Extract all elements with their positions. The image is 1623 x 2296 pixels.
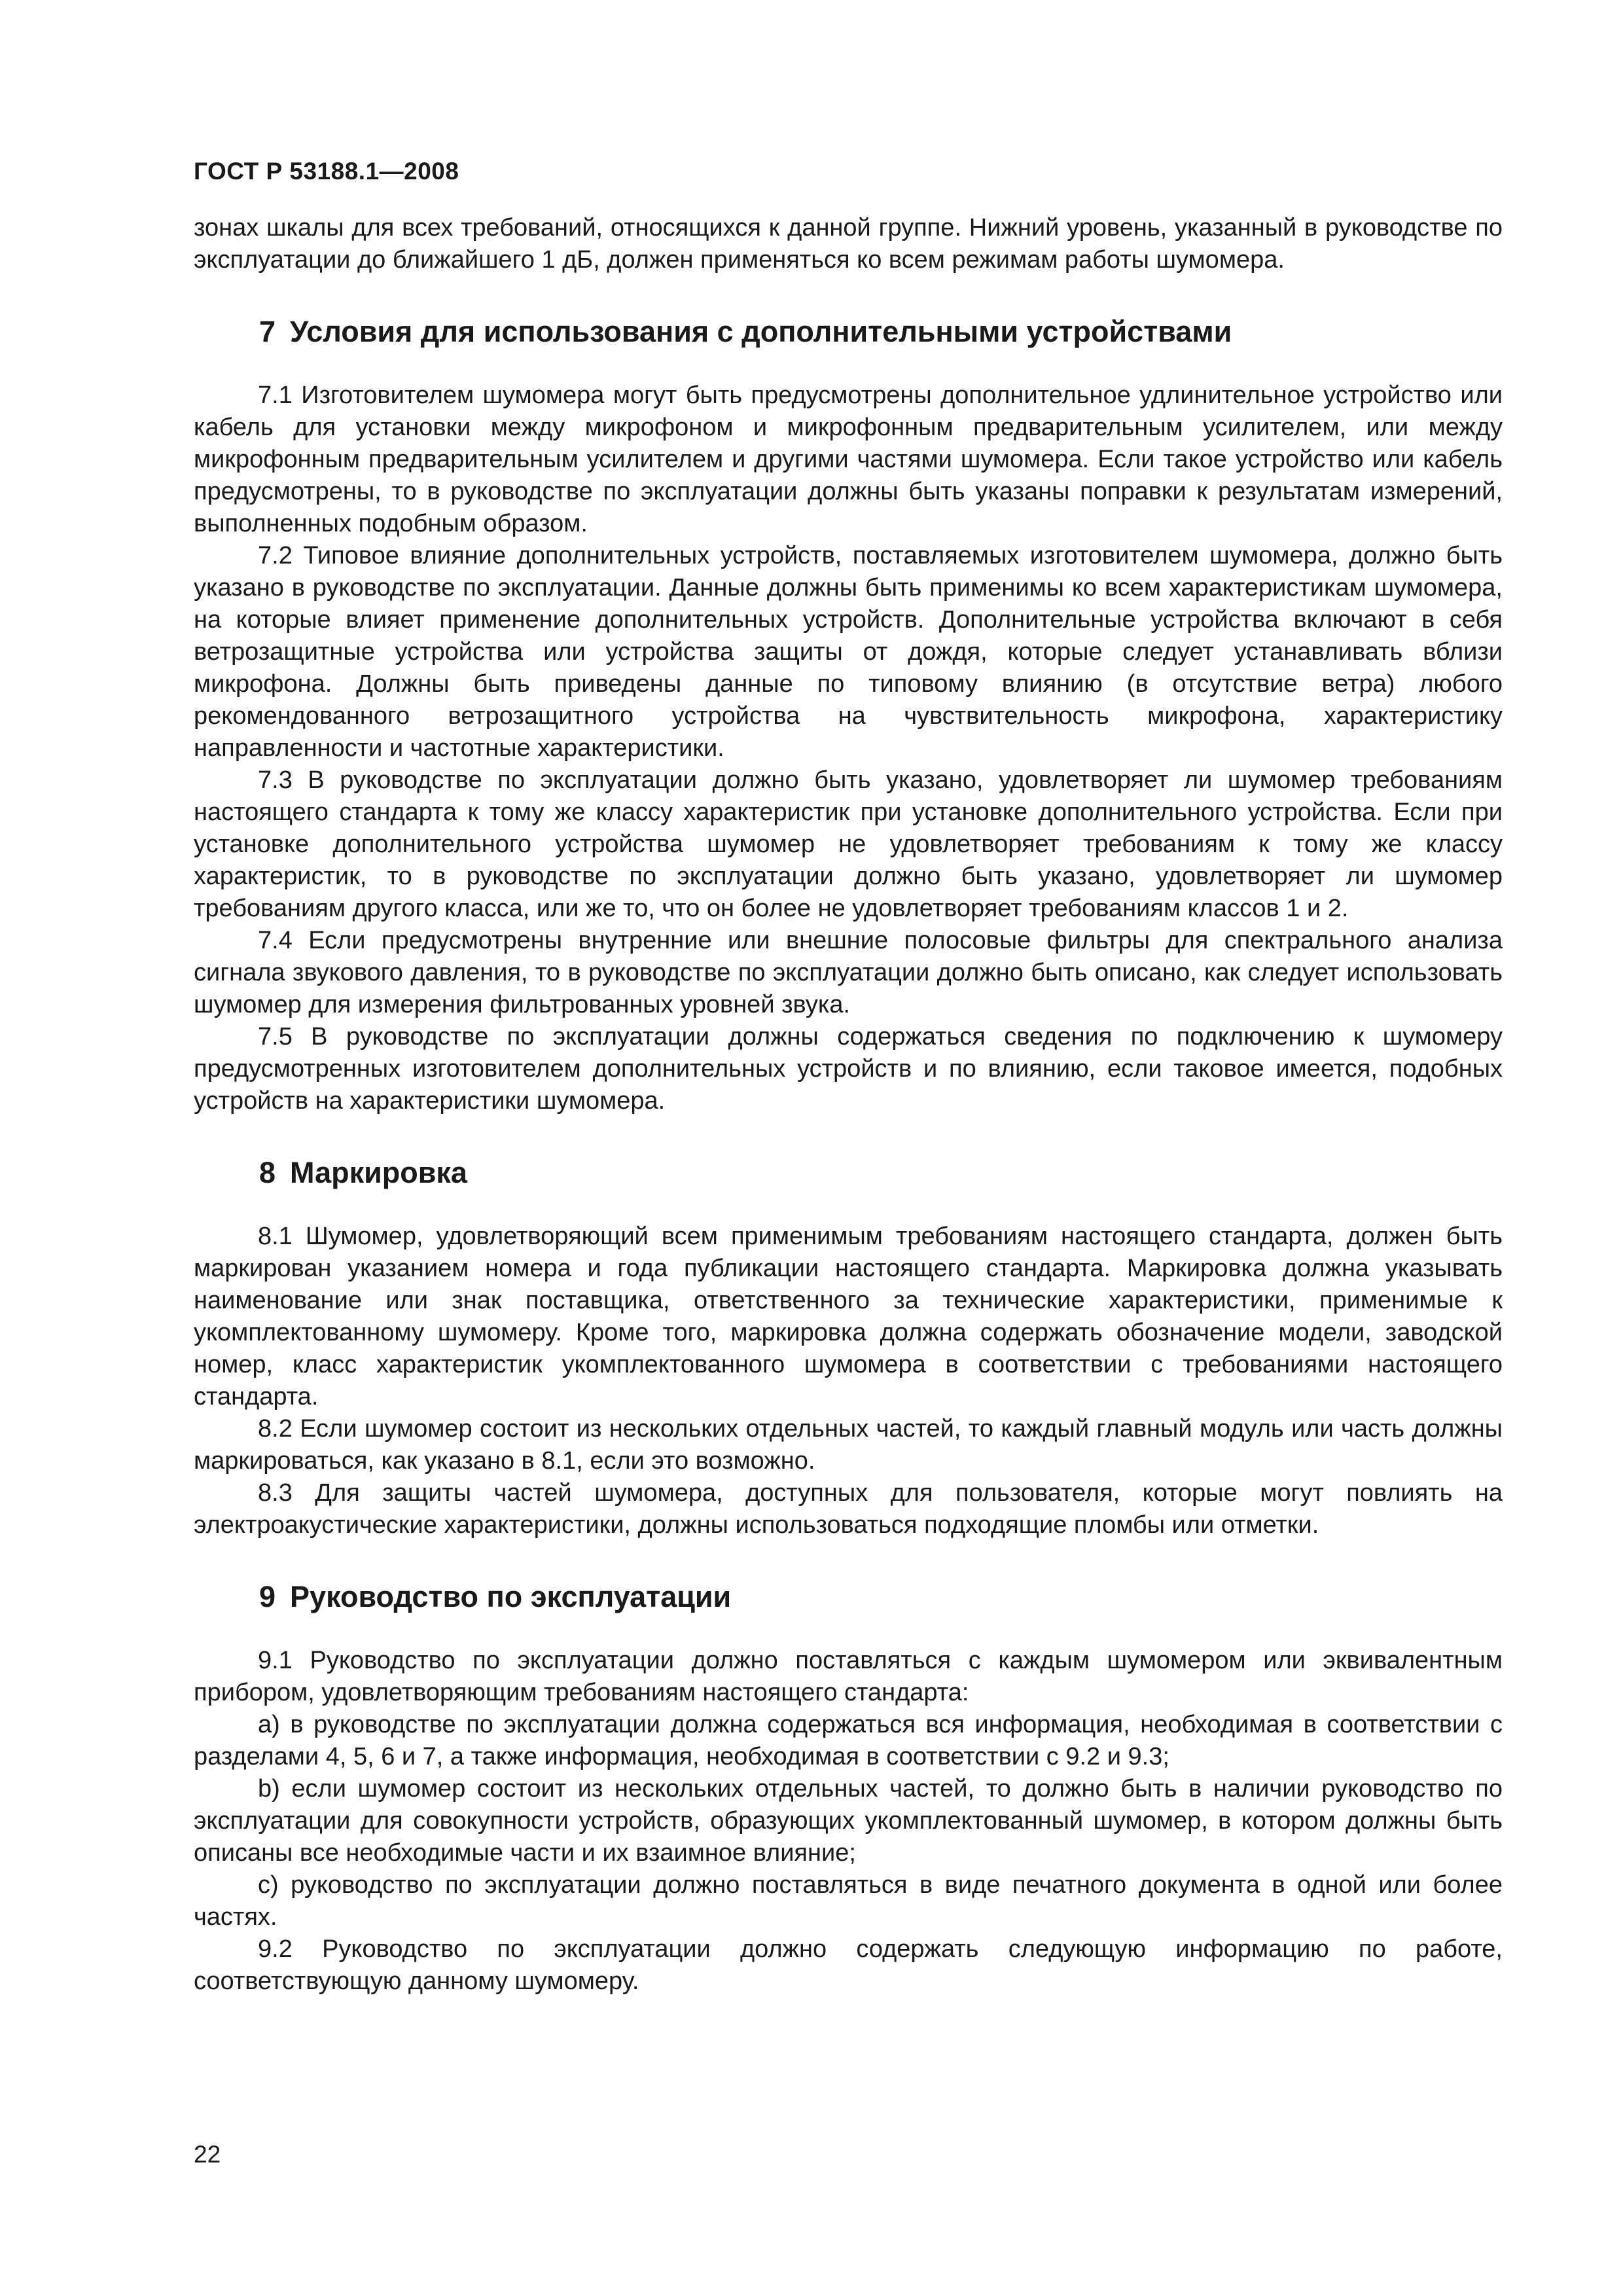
paragraph-8-2: 8.2 Если шумомер состоит из нескольких отдельных частей, то каждый главный модуль или часть должны маркироваться, как указано в 8.1, если это возможно. bbox=[194, 1415, 1503, 1475]
paragraph-7-2: 7.2 Типовое влияние дополнительных устройств, поставляемых изготовителем шумомера, должно быть указано в руководстве по эксплуатации. Данные должны быть применимы ко всем характеристикам шумомера, на которые влияет применение дополнительных устройств. Дополнительные устройства включают в себя ветрозащитные устройства или устройства защиты от дождя, которые следует устанавливать вблизи микрофона. Должны быть приведены данные по типовому влиянию (в отсутствие ветра) любого рекомендованного ветрозащитного устройства на чувствительность микрофона, характеристику направленности и частотные характеристики. bbox=[194, 542, 1503, 762]
page-number: 22 bbox=[194, 2141, 221, 2168]
document-page bbox=[194, 157, 1503, 1998]
intro-paragraph: зонах шкалы для всех требований, относящихся к данной группе. Нижний уровень, указанный в руководстве по эксплуатации до ближайшего 1 дБ, должен применяться ко всем режимам работы шумомера. bbox=[194, 214, 1503, 274]
section-9-number: 9 bbox=[259, 1580, 276, 1613]
section-9-heading bbox=[194, 1579, 1503, 1615]
paragraph-9-2: 9.2 Руководство по эксплуатации должно содержать следующую информацию по работе, соответствующую данному шумомеру. bbox=[194, 1935, 1503, 1995]
section-8-number: 8 bbox=[259, 1156, 276, 1189]
paragraph-8-1: 8.1 Шумомер, удовлетворяющий всем применимым требованиям настоящего стандарта, должен быть маркирован указанием номера и года публикации настоящего стандарта. Маркировка должна указывать наименование или знак поставщика, ответственного за технические характеристики, применимые к укомплектованному шумомеру. Кроме того, маркировка должна содержать обозначение модели, заводской номер, класс характеристик укомплектованного шумомера в соответствии с требованиями настоящего стандарта. bbox=[194, 1223, 1503, 1410]
section-7-title: Условия для использования с дополнительными устройствами bbox=[290, 315, 1232, 348]
section-8-title: Маркировка bbox=[290, 1156, 467, 1189]
document-id-header: ГОСТ Р 53188.1—2008 bbox=[194, 158, 459, 185]
list-item-9-1-c: c) руководство по эксплуатации должно поставляться в виде печатного документа в одной или более частях. bbox=[194, 1871, 1503, 1931]
section-7-number: 7 bbox=[259, 315, 276, 348]
paragraph-9-1: 9.1 Руководство по эксплуатации должно поставляться с каждым шумомером или эквивалентным прибором, удовлетворяющим требованиям настоящего стандарта: bbox=[194, 1647, 1503, 1706]
paragraph-7-4: 7.4 Если предусмотрены внутренние или внешние полосовые фильтры для спектрального анализа сигнала звукового давления, то в руководстве по эксплуатации должно быть описано, как следует использовать шумомер для измерения фильтрованных уровней звука. bbox=[194, 927, 1503, 1018]
paragraph-8-3: 8.3 Для защиты частей шумомера, доступных для пользователя, которые могут повлиять на электроакустические характеристики, должны использоваться подходящие пломбы или отметки. bbox=[194, 1479, 1503, 1539]
paragraph-7-5: 7.5 В руководстве по эксплуатации должны содержаться сведения по подключению к шумомеру предусмотренных изготовителем дополнительных устройств и по влиянию, если таковое имеется, подобных устройств на характеристики шумомера. bbox=[194, 1023, 1503, 1115]
list-item-9-1-a: a) в руководстве по эксплуатации должна содержаться вся информация, необходимая в соответствии с разделами 4, 5, 6 и 7, а также информация, необходимая в соответствии с 9.2 и 9.3; bbox=[194, 1711, 1503, 1770]
section-8-heading bbox=[194, 1155, 1503, 1191]
section-9-title: Руководство по эксплуатации bbox=[290, 1580, 732, 1613]
paragraph-7-1: 7.1 Изготовителем шумомера могут быть предусмотрены дополнительное удлинительное устройство или кабель для установки между микрофоном и микрофонным предварительным усилителем, или между микрофонным предварительным усилителем и другими частями шумомера. Если такое устройство или кабель предусмотрены, то в руководстве по эксплуатации должны быть указаны поправки к результатам измерений, выполненных подобным образом. bbox=[194, 382, 1503, 537]
section-7-heading bbox=[194, 314, 1503, 350]
list-item-9-1-b: b) если шумомер состоит из нескольких отдельных частей, то должно быть в наличии руководство по эксплуатации для совокупности устройств, образующих укомплектованный шумомер, в котором должны быть описаны все необходимые части и их взаимное влияние; bbox=[194, 1775, 1503, 1867]
paragraph-7-3: 7.3 В руководстве по эксплуатации должно быть указано, удовлетворяет ли шумомер требованиям настоящего стандарта к тому же классу характеристик при установке дополнительного устройства. Если при установке дополнительного устройства шумомер не удовлетворяет требованиям к тому же классу характеристик, то в руководстве по эксплуатации должно быть указано, удовлетворяет ли шумомер требованиям другого класса, или же то, что он более не удовлетворяет требованиям классов 1 и 2. bbox=[194, 766, 1503, 922]
